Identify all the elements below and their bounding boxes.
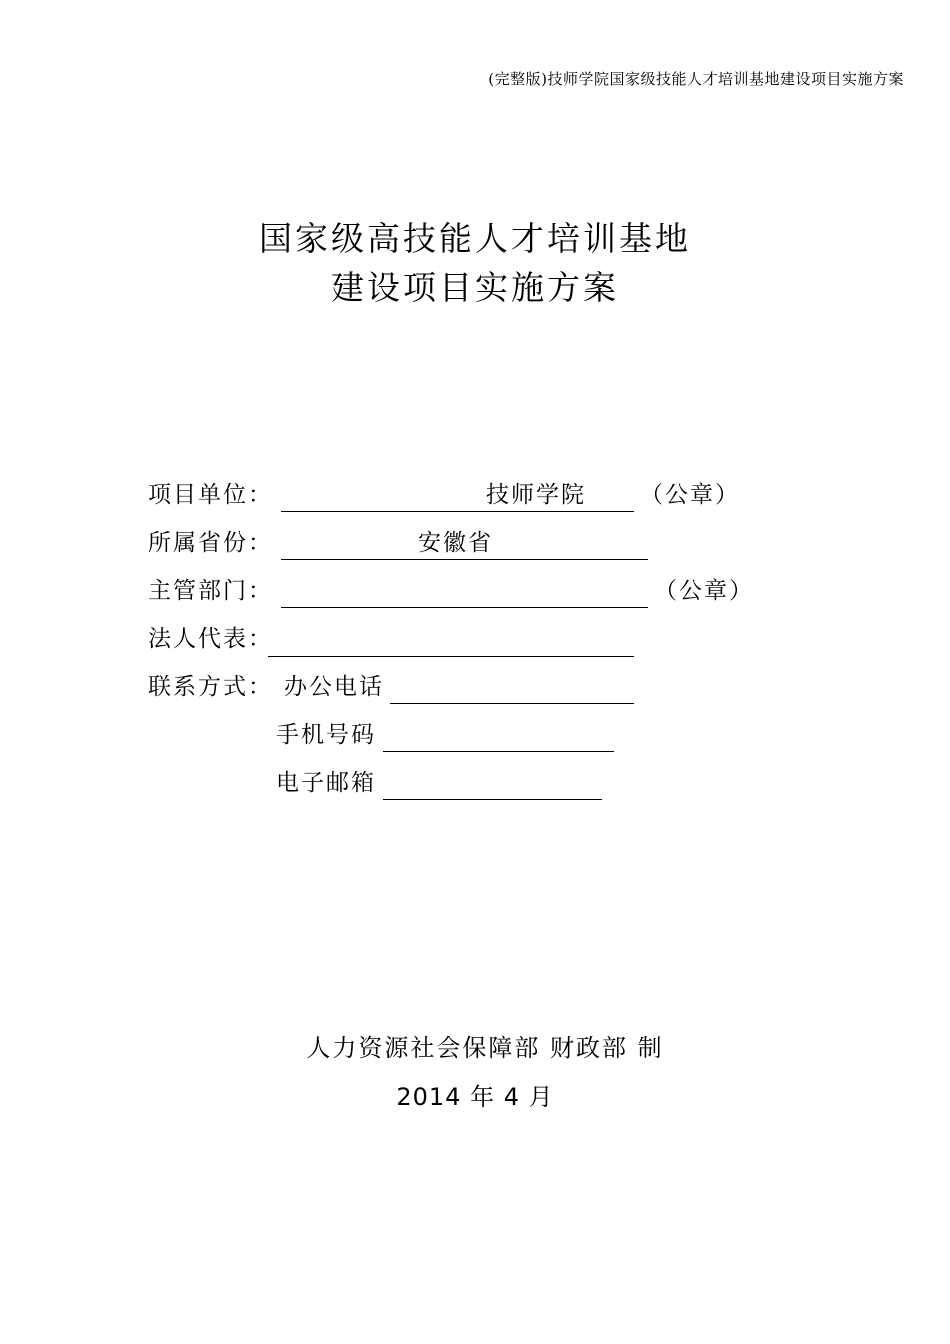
contact-label: 联系方式： [148,674,273,700]
document-title-line1: 国家级高技能人才培训基地 [259,219,691,258]
province-value: 安徽省 [418,530,493,556]
department-label: 主管部门： [148,578,273,604]
email-underline [383,799,602,800]
running-header: (完整版)技师学院国家级技能人才培训基地建设项目实施方案 [488,70,904,88]
project-unit-underline [281,511,634,512]
issue-date: 2014 年 4 月 [396,1083,554,1111]
mobile-underline [383,751,614,752]
province-underline [281,559,648,560]
office-phone-label: 办公电话 [284,674,384,700]
province-label: 所属省份： [148,530,273,556]
mobile-label: 手机号码 [276,722,376,748]
office-phone-underline [390,703,634,704]
project-unit-seal: （公章） [640,482,740,508]
project-unit-label: 项目单位： [148,482,273,508]
issuer-line: 人力资源社会保障部 财政部 制 [306,1034,664,1062]
department-underline [281,607,648,608]
document-title-line2: 建设项目实施方案 [331,268,619,307]
email-label: 电子邮箱 [276,770,376,796]
legal-rep-underline [268,656,634,657]
legal-rep-label: 法人代表： [148,626,273,652]
department-seal: （公章） [654,578,754,604]
project-unit-value: 技师学院 [486,482,586,508]
